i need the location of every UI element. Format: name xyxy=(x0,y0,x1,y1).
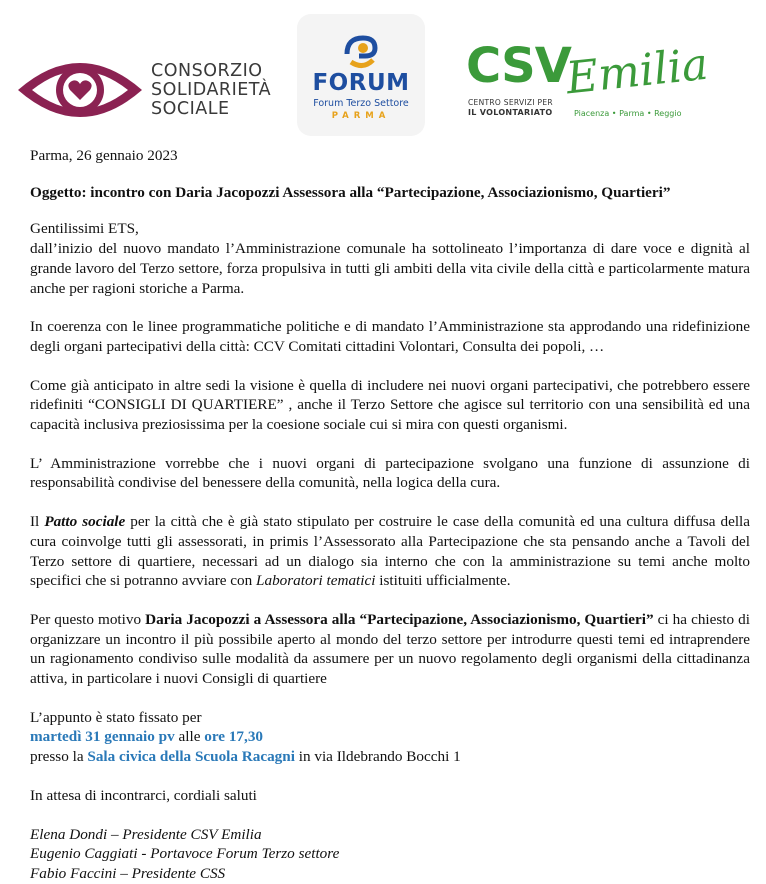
forum-city: PARMA xyxy=(331,111,391,121)
logo-header xyxy=(0,0,766,140)
appointment-date: martedì 31 gennaio pv xyxy=(30,728,175,746)
signatures xyxy=(30,825,750,884)
p5-mid: per la città che è già stato stipulato per costruire le case della comunità ed una cultura diffusa della cura coinvolge tutti gli assessorati, in primis l’Assessorato alla Partecipazione che sta pensando anche a Tavoli del Terzo settore di quartiere, necessari ad un dialogo sia interno che con la amministrazione su temi anche molto specifici che si potranno avviare con xyxy=(30,513,750,590)
csv-emilia-logo xyxy=(466,38,711,128)
appointment-line-3 xyxy=(30,747,750,767)
p6-lead: Per questo motivo xyxy=(30,610,146,628)
p6-bold: Daria Jacopozzi a Assessora alla “Partecipazione, Associazionismo, Quartieri” xyxy=(145,610,654,628)
p5-end: istituiti ufficialmente. xyxy=(375,572,511,590)
signature-2: Eugenio Caggiati - Portavoce Forum Terzo settore xyxy=(30,845,340,863)
csv-places: Piacenza • Parma • Reggio xyxy=(574,109,682,118)
letter-date: Parma, 26 gennaio 2023 xyxy=(30,147,178,164)
csv-script: Emilia xyxy=(563,38,711,105)
p5-lead: Il xyxy=(30,513,45,531)
closing: In attesa di incontrarci, cordiali saluti xyxy=(30,786,257,804)
forum-mark-icon xyxy=(341,32,381,72)
forum-name: FORUM xyxy=(312,70,410,96)
laboratori-tematici: Laboratori tematici xyxy=(256,572,376,590)
eye-heart-icon xyxy=(14,50,146,130)
letter-subject: Oggetto: incontro con Daria Jacopozzi Assessora alla “Partecipazione, Associazionismo, Quartieri” xyxy=(30,183,671,201)
csv-subtitle-1: CENTRO SERVIZI PER xyxy=(468,98,553,107)
consorzio-line-3: SOCIALE xyxy=(151,99,230,119)
signature-3: Fabio Faccini – Presidente CSS xyxy=(30,864,226,882)
letter-greeting: Gentilissimi ETS, xyxy=(30,220,139,238)
appointment-alle: alle xyxy=(174,728,205,746)
paragraph-6 xyxy=(30,610,750,689)
p6-end: ci ha chiesto di organizzare un incontro il più possibile aperto al mondo del terzo settore per introdurre questi temi ed intraprendere un ragionamento condiviso sulle modalità da assumere per un nuovo regolamento degli organismi della cittadinanza attiva, in particolare i nuovi Consigli di quartiere xyxy=(30,610,750,688)
paragraph-5 xyxy=(30,512,750,591)
paragraph-1: dall’inizio del nuovo mandato l’Amministrazione comunale ha sottolineato l’importanza di dare voce e dignità al grande lavoro del Terzo settore, forza propulsiva in tutti gli ambiti della vita civile della città e particolarmente matura anche per ragioni storiche a Parma. xyxy=(30,240,750,297)
appointment-via: in via Ildebrando Bocchi 1 xyxy=(294,748,461,766)
signature-1: Elena Dondi – Presidente CSV Emilia xyxy=(30,825,262,843)
csv-subtitle-2: IL VOLONTARIATO xyxy=(468,108,553,117)
appointment-time: ore 17,30 xyxy=(204,728,264,746)
forum-logo xyxy=(297,14,425,136)
appointment-place: Sala civica della Scuola Racagni xyxy=(87,748,295,766)
patto-sociale: Patto sociale xyxy=(44,513,126,531)
letter-body xyxy=(30,146,750,884)
appointment xyxy=(30,708,750,767)
paragraph-2: In coerenza con le linee programmatiche politiche e di mandato l’Amministrazione sta approdando una ridefinizione degli organi partecipativi della città: CCV Comitati cittadini Volontari, Consulta dei popoli, … xyxy=(30,318,750,355)
csv-name: CSV xyxy=(466,38,571,94)
appointment-presso: presso la xyxy=(30,748,88,766)
forum-subtitle: Forum Terzo Settore xyxy=(313,98,409,109)
paragraph-4: L’ Amministrazione vorrebbe che i nuovi organi di partecipazione svolgano una funzione di assunzione di responsabilità condivise del benessere della comunità, nella logica della cura. xyxy=(30,454,750,492)
consorzio-logo xyxy=(14,42,284,142)
consorzio-line-1: CONSORZIO xyxy=(151,61,263,81)
appointment-line-2 xyxy=(30,727,750,747)
consorzio-line-2: SOLIDARIETÀ xyxy=(151,80,272,100)
appointment-line-1: L’appunto è stato fissato per xyxy=(30,708,202,726)
consorzio-text xyxy=(151,62,271,119)
paragraph-3: Come già anticipato in altre sedi la visione è quella di includere nei nuovi organi partecipativi, che potrebbero essere ridefiniti “CONSIGLI DI QUARTIERE” , anche il Terzo Settore che agisce sul territorio con una sensibilità ed una capacità inclusiva preziosissima per la coesione sociale cui si mira con questi organismi. xyxy=(30,376,750,434)
